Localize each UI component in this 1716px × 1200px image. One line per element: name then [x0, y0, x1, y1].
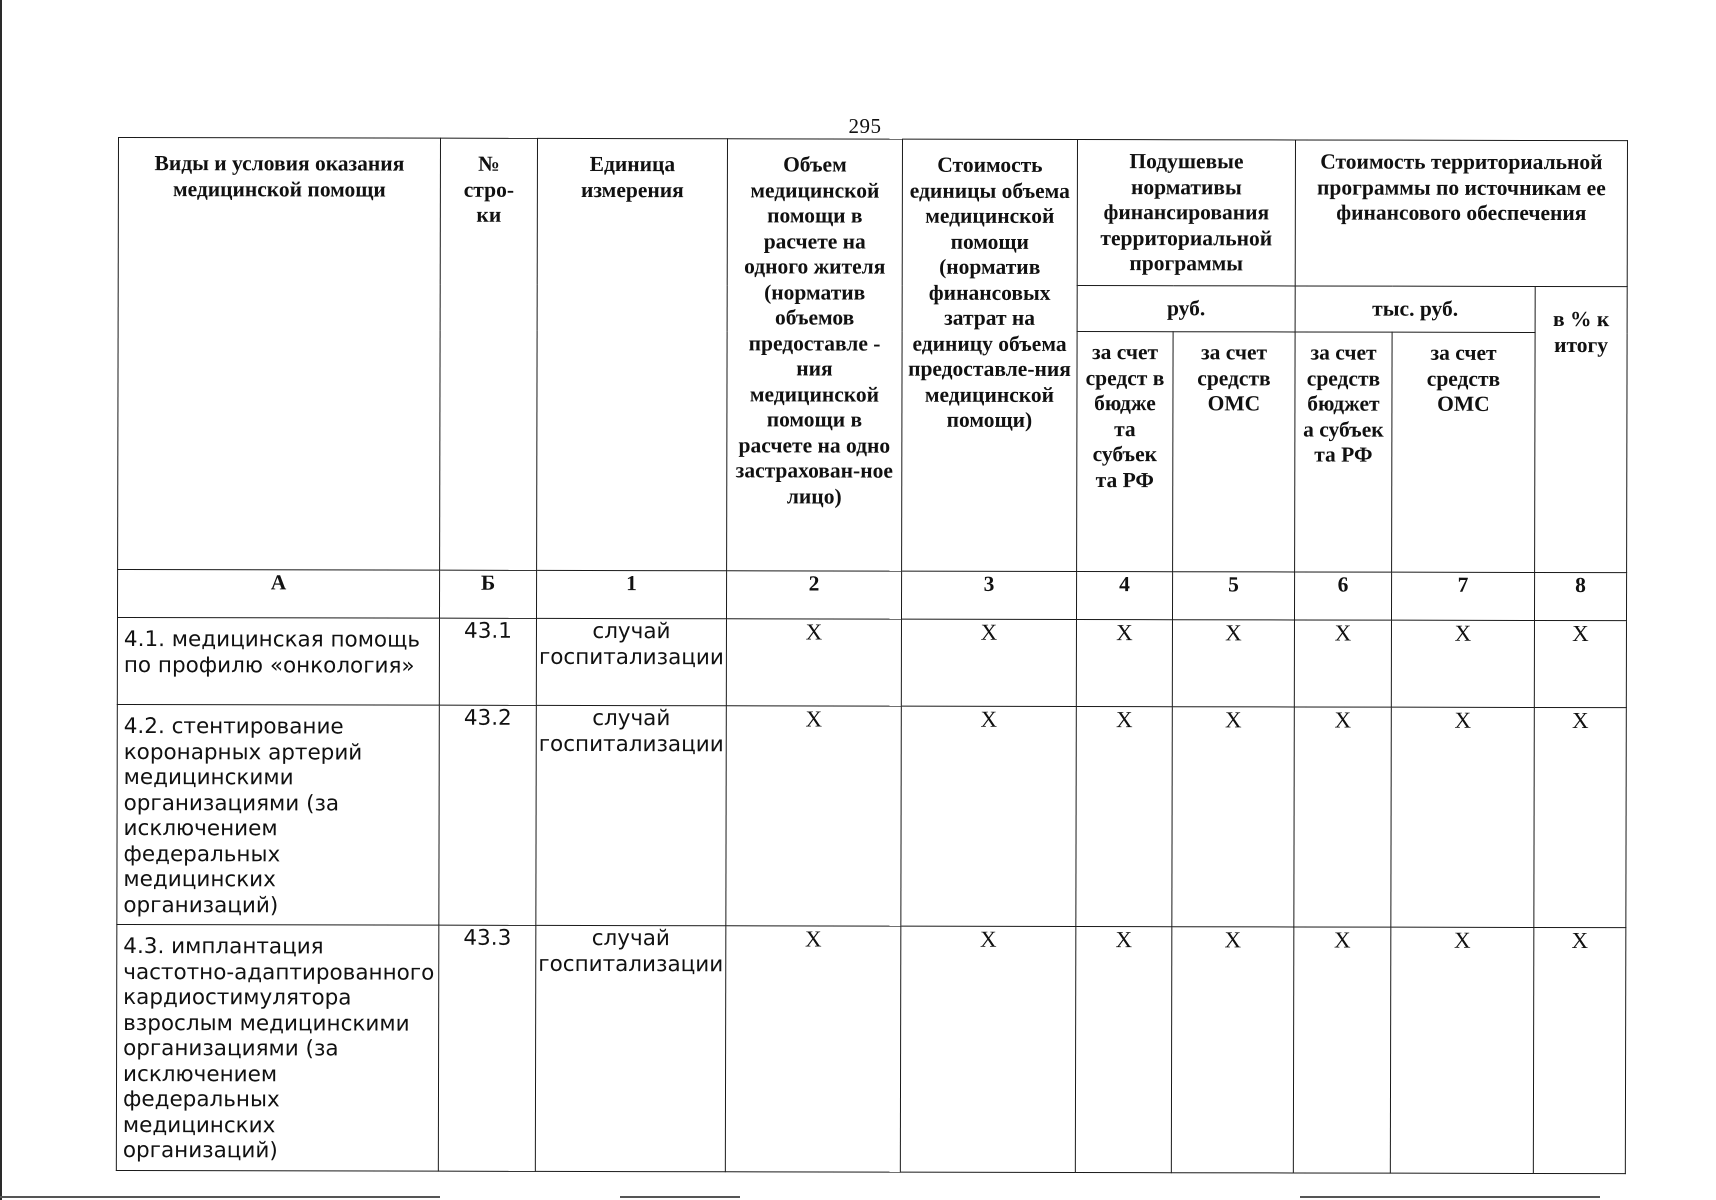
value-cell: Х: [1075, 927, 1172, 1173]
header-percent-of-total: в % к итогу: [1535, 286, 1628, 572]
care-type-name: 4.1. медицинская помощь по профилю «онкология»: [117, 618, 439, 706]
value-cell: Х: [1534, 707, 1626, 927]
value-cell: Х: [1390, 927, 1534, 1173]
column-number: 2: [726, 571, 901, 619]
value-cell: Х: [901, 706, 1076, 926]
value-cell: Х: [900, 926, 1076, 1172]
column-number: А: [117, 570, 439, 619]
line-number: 43.3: [438, 925, 536, 1171]
value-cell: Х: [1076, 707, 1172, 927]
value-cell: Х: [1391, 707, 1534, 927]
header-regional-budget-per-capita: за счет средст в бюдже та субъек та РФ: [1077, 332, 1174, 572]
header-unit-cost: Стоимость единицы объема медицинской помощи (норматив финансовых затрат на единицу объема предоставле-ния медицинской помощи): [902, 139, 1078, 571]
value-cell: Х: [1293, 927, 1391, 1173]
value-cell: Х: [1172, 707, 1294, 927]
unit-of-measure: случай госпитализации: [536, 705, 726, 925]
column-number-row: [117, 570, 1626, 621]
header-line-number: № стро-ки: [440, 138, 538, 570]
value-cell: Х: [1533, 927, 1626, 1173]
column-number: 1: [536, 570, 726, 618]
value-cell: Х: [726, 619, 901, 706]
value-cell: Х: [1171, 927, 1294, 1173]
value-cell: Х: [1294, 707, 1391, 927]
header-row-top: [118, 138, 1627, 287]
value-cell: Х: [1534, 620, 1626, 707]
scan-edge: [0, 1196, 440, 1198]
header-regional-budget-total: за счет средств бюджет а субъек та РФ: [1295, 332, 1393, 572]
line-number: 43.2: [439, 705, 536, 925]
column-number: 3: [901, 571, 1076, 619]
table-row: [116, 924, 1626, 1173]
table-row: [117, 618, 1626, 708]
unit-of-measure: случай госпитализации: [536, 618, 726, 705]
column-number: 7: [1391, 572, 1534, 620]
scan-edge: [0, 0, 2, 1200]
value-cell: Х: [1391, 620, 1534, 707]
header-program-cost-group: Стоимость территориальной программы по источникам ее финансового обеспечения: [1295, 140, 1627, 287]
care-type-name: 4.2. стентирование коронарных артерий медицинскими организациями (за исключением федеральных медицинских организаций): [117, 704, 439, 925]
header-per-capita-group: Подушевые нормативы финансирования территориальной программы: [1077, 140, 1295, 286]
column-number: 8: [1534, 572, 1626, 620]
care-type-name: 4.3. имплантация частотно-адаптированного кардиостимулятора взрослым медицинскими организациями (за исключением федеральных медицинских организаций): [116, 924, 439, 1170]
value-cell: Х: [725, 926, 901, 1172]
header-oms-per-capita: за счет средств ОМС: [1173, 332, 1296, 572]
scan-edge: [1300, 1196, 1600, 1198]
column-number: Б: [439, 570, 536, 618]
header-unit-thousand-rub: тыс. руб.: [1295, 286, 1535, 333]
column-number: 4: [1076, 572, 1172, 620]
value-cell: Х: [1294, 620, 1391, 707]
line-number: 43.1: [439, 618, 536, 705]
column-number: 5: [1172, 572, 1294, 620]
header-kinds-of-care: Виды и условия оказания медицинской помощи: [118, 138, 441, 571]
value-cell: Х: [1076, 620, 1172, 707]
column-number: 6: [1294, 572, 1391, 620]
page-number: 295: [848, 114, 882, 138]
financing-table: [116, 137, 1628, 1174]
header-unit-rub: руб.: [1077, 286, 1295, 332]
value-cell: Х: [901, 619, 1076, 706]
scan-edge: [620, 1196, 740, 1198]
unit-of-measure: случай госпитализации: [535, 925, 726, 1171]
header-unit: Единица измерения: [537, 138, 728, 570]
header-volume: Объем медицинской помощи в расчете на одного жителя (норматив объемов предоставле - ния медицинской помощи в расчете на одно застрахован-ное лицо): [727, 139, 903, 571]
value-cell: Х: [1172, 620, 1294, 707]
value-cell: Х: [726, 706, 901, 926]
table-row: [117, 704, 1626, 927]
header-oms-total: за счет средств ОМС: [1392, 332, 1536, 572]
